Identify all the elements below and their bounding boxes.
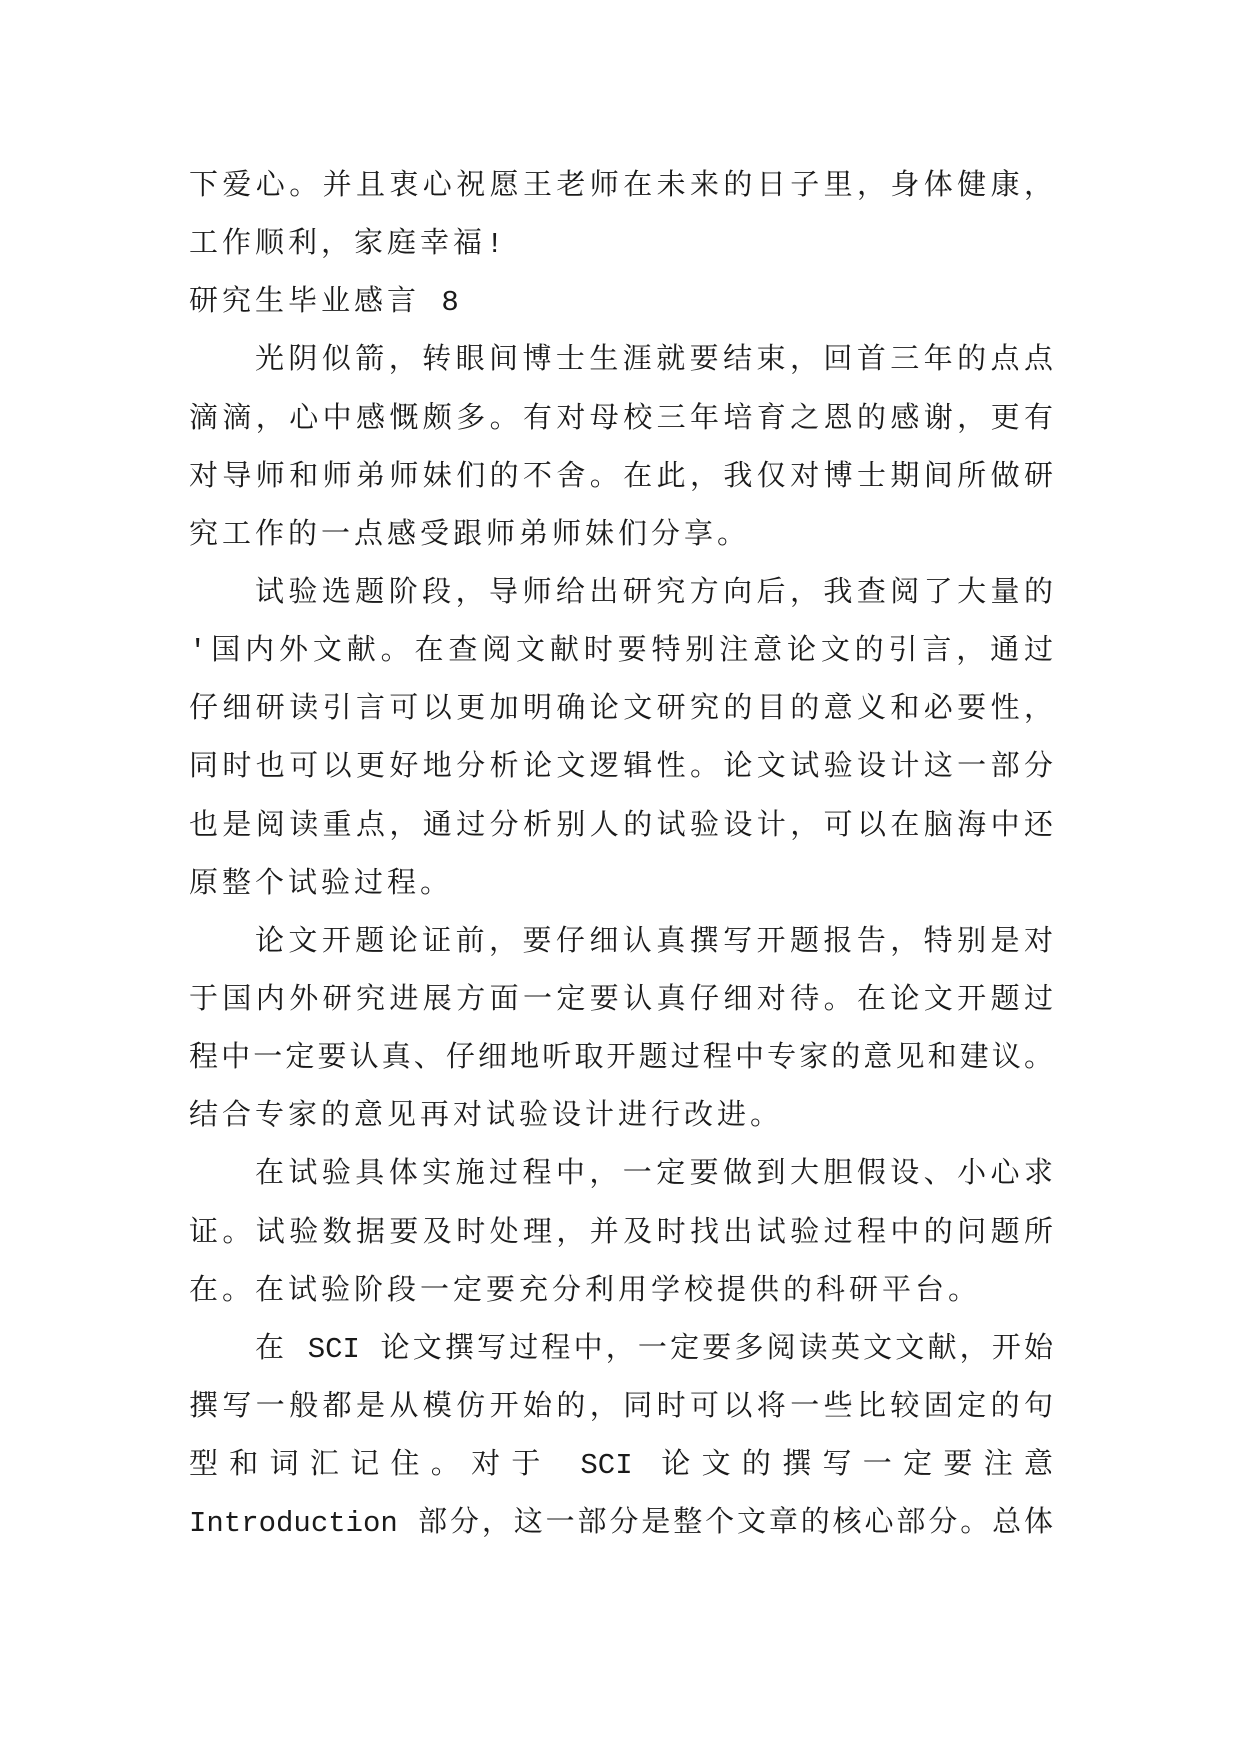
text-line: 滴滴，心中感慨颇多。有对母校三年培育之恩的感谢，更有 — [189, 402, 1053, 436]
paragraph — [189, 332, 1053, 565]
text-line: 在。在试验阶段一定要充分利用学校提供的科研平台。 — [189, 1274, 982, 1308]
text-line: 下爱心。并且衷心祝愿王老师在未来的日子里，身体健康， — [189, 170, 1053, 203]
text-line: 撰写一般都是从模仿开始的，同时可以将一些比较固定的句 — [189, 1390, 1053, 1424]
text-line: 于国内外研究进展方面一定要认真仔细对待。在论文开题过 — [189, 983, 1053, 1017]
text-line: 光阴似箭，转眼间博士生涯就要结束，回首三年的点点 — [255, 344, 1053, 378]
text-line: 原整个试验过程。 — [189, 867, 454, 901]
text-line: 也是阅读重点，通过分析别人的试验设计，可以在脑海中还 — [189, 809, 1053, 843]
paragraph — [189, 1321, 1053, 1554]
text-line: 程中一定要认真、仔细地听取开题过程中专家的意见和建议。 — [189, 1042, 1053, 1076]
text-line: 对导师和师弟师妹们的不舍。在此，我仅对博士期间所做研 — [189, 460, 1053, 494]
text-line: '国内外文献。在查阅文献时要特别注意论文的引言，通过 — [189, 635, 1053, 669]
continuation-paragraph — [189, 158, 1053, 274]
text-line: 试验选题阶段，导师给出研究方向后，我查阅了大量的 — [255, 576, 1053, 610]
text-line: 证。试验数据要及时处理，并及时找出试验过程中的问题所 — [189, 1216, 1053, 1250]
text-line: 型和词汇记住。对于 SCI 论文的撰写一定要注意 — [189, 1449, 1053, 1483]
section-heading: 研究生毕业感言 8 — [189, 286, 463, 320]
text-line: 结合专家的意见再对试验设计进行改进。 — [189, 1100, 784, 1134]
paragraph — [189, 1146, 1053, 1320]
text-line: 在 SCI 论文撰写过程中，一定要多阅读英文文献，开始 — [255, 1332, 1053, 1366]
document-body — [189, 158, 1053, 1553]
text-line: 论文开题论证前，要仔细认真撰写开题报告，特别是对 — [255, 925, 1053, 959]
text-line: 工作顺利，家庭幸福! — [189, 228, 508, 262]
text-line: 究工作的一点感受跟师弟师妹们分享。 — [189, 518, 751, 552]
paragraph — [189, 565, 1053, 914]
paragraph — [189, 914, 1053, 1147]
text-line: 仔细研读引言可以更加明确论文研究的目的意义和必要性， — [189, 693, 1053, 727]
text-line: Introduction 部分，这一部分是整个文章的核心部分。总体 — [189, 1507, 1053, 1541]
text-line: 在试验具体实施过程中，一定要做到大胆假设、小心求 — [255, 1158, 1053, 1192]
text-line: 同时也可以更好地分析论文逻辑性。论文试验设计这一部分 — [189, 751, 1053, 785]
